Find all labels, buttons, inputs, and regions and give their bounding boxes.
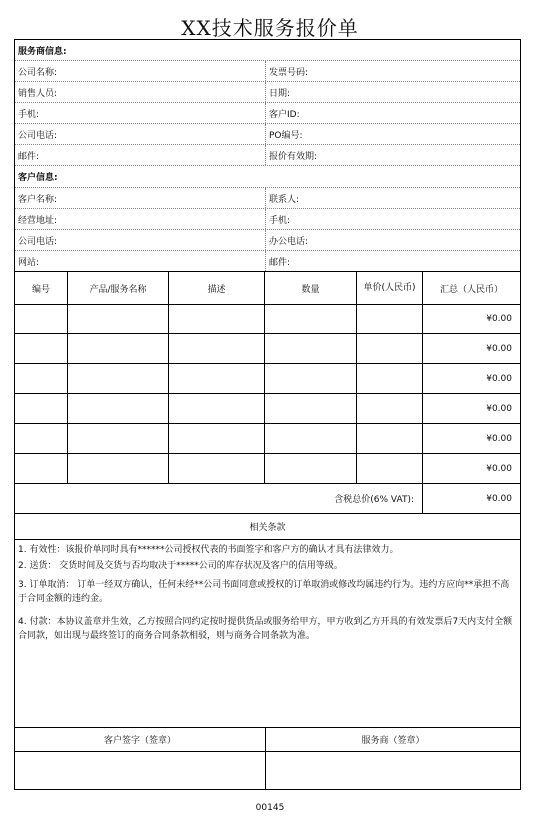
- item-number-cell[interactable]: [15, 424, 67, 453]
- customer-mobile-field[interactable]: 手机:: [265, 209, 520, 229]
- item-unit-price-cell[interactable]: [356, 305, 422, 333]
- item-description-cell[interactable]: [168, 394, 264, 423]
- signature-area-row: [15, 752, 520, 789]
- item-description-cell[interactable]: [168, 424, 264, 453]
- table-row: [15, 424, 520, 454]
- provider-email-field[interactable]: 邮件:: [18, 151, 40, 162]
- item-total-cell: ¥0.00: [422, 364, 520, 393]
- table-row: [15, 305, 520, 334]
- website-field[interactable]: 网站:: [18, 257, 40, 268]
- po-number-field[interactable]: PO编号:: [265, 124, 520, 144]
- page-title: XX技术服务报价单: [181, 16, 359, 40]
- column-header-quantity: 数量: [264, 272, 356, 304]
- quote-validity-field[interactable]: 报价有效期:: [265, 145, 520, 165]
- column-header-unit-price: 单价(人民币): [356, 272, 422, 304]
- item-number-cell[interactable]: [15, 305, 67, 333]
- customer-row: [15, 251, 520, 272]
- term-validity: 1. 有效性：该报价单同时具有******公司授权代表的书面签字和客户方的确认才具有法律效力。: [18, 545, 399, 555]
- customer-signature-label: 客户签字（签章）: [103, 736, 176, 746]
- company-name-field[interactable]: 公司名称:: [18, 67, 58, 78]
- provider-mobile-field[interactable]: 手机:: [18, 109, 40, 120]
- provider-section-row: [15, 40, 520, 61]
- customer-id-field[interactable]: 客户ID:: [265, 103, 520, 123]
- contact-person-field[interactable]: 联系人:: [265, 188, 520, 208]
- customer-email-field[interactable]: 邮件:: [265, 251, 520, 271]
- item-unit-price-cell[interactable]: [356, 394, 422, 423]
- customer-signature-box[interactable]: [15, 752, 265, 789]
- quotation-form: [14, 39, 521, 790]
- item-description-cell[interactable]: [168, 364, 264, 393]
- customer-row: [15, 188, 520, 209]
- customer-section-row: [15, 166, 520, 188]
- item-total-cell: ¥0.00: [422, 334, 520, 363]
- item-number-cell[interactable]: [15, 334, 67, 363]
- customer-row: [15, 209, 520, 230]
- invoice-number-field[interactable]: 发票号码:: [265, 61, 520, 81]
- item-product-cell[interactable]: [67, 424, 168, 453]
- item-product-cell[interactable]: [67, 334, 168, 363]
- terms-heading-row: [15, 514, 520, 540]
- grand-total-row: [15, 484, 520, 514]
- column-header-description: 描述: [168, 272, 264, 304]
- item-product-cell[interactable]: [67, 394, 168, 423]
- item-quantity-cell[interactable]: [264, 424, 356, 453]
- table-row: [15, 364, 520, 394]
- office-phone-field[interactable]: 办公电话:: [265, 230, 520, 250]
- item-number-cell[interactable]: [15, 454, 67, 483]
- provider-row: [15, 124, 520, 145]
- item-total-cell: ¥0.00: [422, 394, 520, 423]
- signature-header-row: [15, 728, 520, 752]
- footer-code: 00145: [255, 803, 285, 813]
- provider-phone-field[interactable]: 公司电话:: [18, 130, 58, 141]
- term-cancellation: 3. 订单取消： 订单一经双方确认，任何未经**公司书面同意或授权的订单取消或修改均属违约行为。违约方应向**承担不高于合同金额的违约金。: [18, 580, 510, 604]
- customer-row: [15, 230, 520, 251]
- provider-row: [15, 103, 520, 124]
- item-unit-price-cell[interactable]: [356, 454, 422, 483]
- item-description-cell[interactable]: [168, 334, 264, 363]
- grand-total-value: ¥0.00: [422, 484, 520, 513]
- item-quantity-cell[interactable]: [264, 454, 356, 483]
- item-product-cell[interactable]: [67, 454, 168, 483]
- provider-row: [15, 61, 520, 82]
- provider-row: [15, 82, 520, 103]
- provider-signature-label: 服务商（签章）: [265, 728, 520, 751]
- provider-signature-box[interactable]: [265, 752, 520, 789]
- terms-heading: 相关条款: [249, 523, 286, 533]
- customer-name-field[interactable]: 客户名称:: [18, 194, 58, 205]
- customer-phone-field[interactable]: 公司电话:: [18, 236, 58, 247]
- terms-body: [15, 540, 520, 728]
- item-product-cell[interactable]: [67, 364, 168, 393]
- column-header-product: 产品/服务名称: [67, 272, 168, 304]
- column-header-number: 编号: [31, 284, 50, 295]
- term-payment: 4. 付款：本协议盖章并生效，乙方按照合同约定按时提供货品或服务给甲方，甲方收到乙方开具的有效发票后7天内支付全额合同款，如出现与最终签订的商务合同条款相驳，则与商务合同条款为准。: [18, 617, 513, 641]
- item-total-cell: ¥0.00: [422, 424, 520, 453]
- grand-total-label: 含税总价(6% VAT):: [334, 495, 414, 505]
- column-header-total: 汇总（人民币）: [422, 272, 520, 304]
- item-unit-price-cell[interactable]: [356, 364, 422, 393]
- date-field[interactable]: 日期:: [265, 82, 520, 102]
- term-delivery: 2. 送货： 交货时间及交货与否均取决于*****公司的库存状况及客户的信用等级。: [18, 561, 343, 571]
- item-unit-price-cell[interactable]: [356, 424, 422, 453]
- item-total-cell: ¥0.00: [422, 454, 520, 483]
- customer-section-heading: 客户信息:: [18, 173, 58, 183]
- provider-row: [15, 145, 520, 166]
- item-description-cell[interactable]: [168, 305, 264, 333]
- item-number-cell[interactable]: [15, 364, 67, 393]
- provider-section-heading: 服务商信息:: [18, 46, 67, 57]
- item-description-cell[interactable]: [168, 454, 264, 483]
- item-quantity-cell[interactable]: [264, 305, 356, 333]
- item-number-cell[interactable]: [15, 394, 67, 423]
- item-quantity-cell[interactable]: [264, 334, 356, 363]
- table-row: [15, 334, 520, 364]
- item-total-cell: ¥0.00: [422, 305, 520, 333]
- table-row: [15, 394, 520, 424]
- business-address-field[interactable]: 经营地址:: [18, 215, 58, 226]
- item-quantity-cell[interactable]: [264, 394, 356, 423]
- items-table-header: [15, 272, 520, 305]
- sales-person-field[interactable]: 销售人员:: [18, 88, 58, 99]
- item-unit-price-cell[interactable]: [356, 334, 422, 363]
- item-product-cell[interactable]: [67, 305, 168, 333]
- item-quantity-cell[interactable]: [264, 364, 356, 393]
- table-row: [15, 454, 520, 484]
